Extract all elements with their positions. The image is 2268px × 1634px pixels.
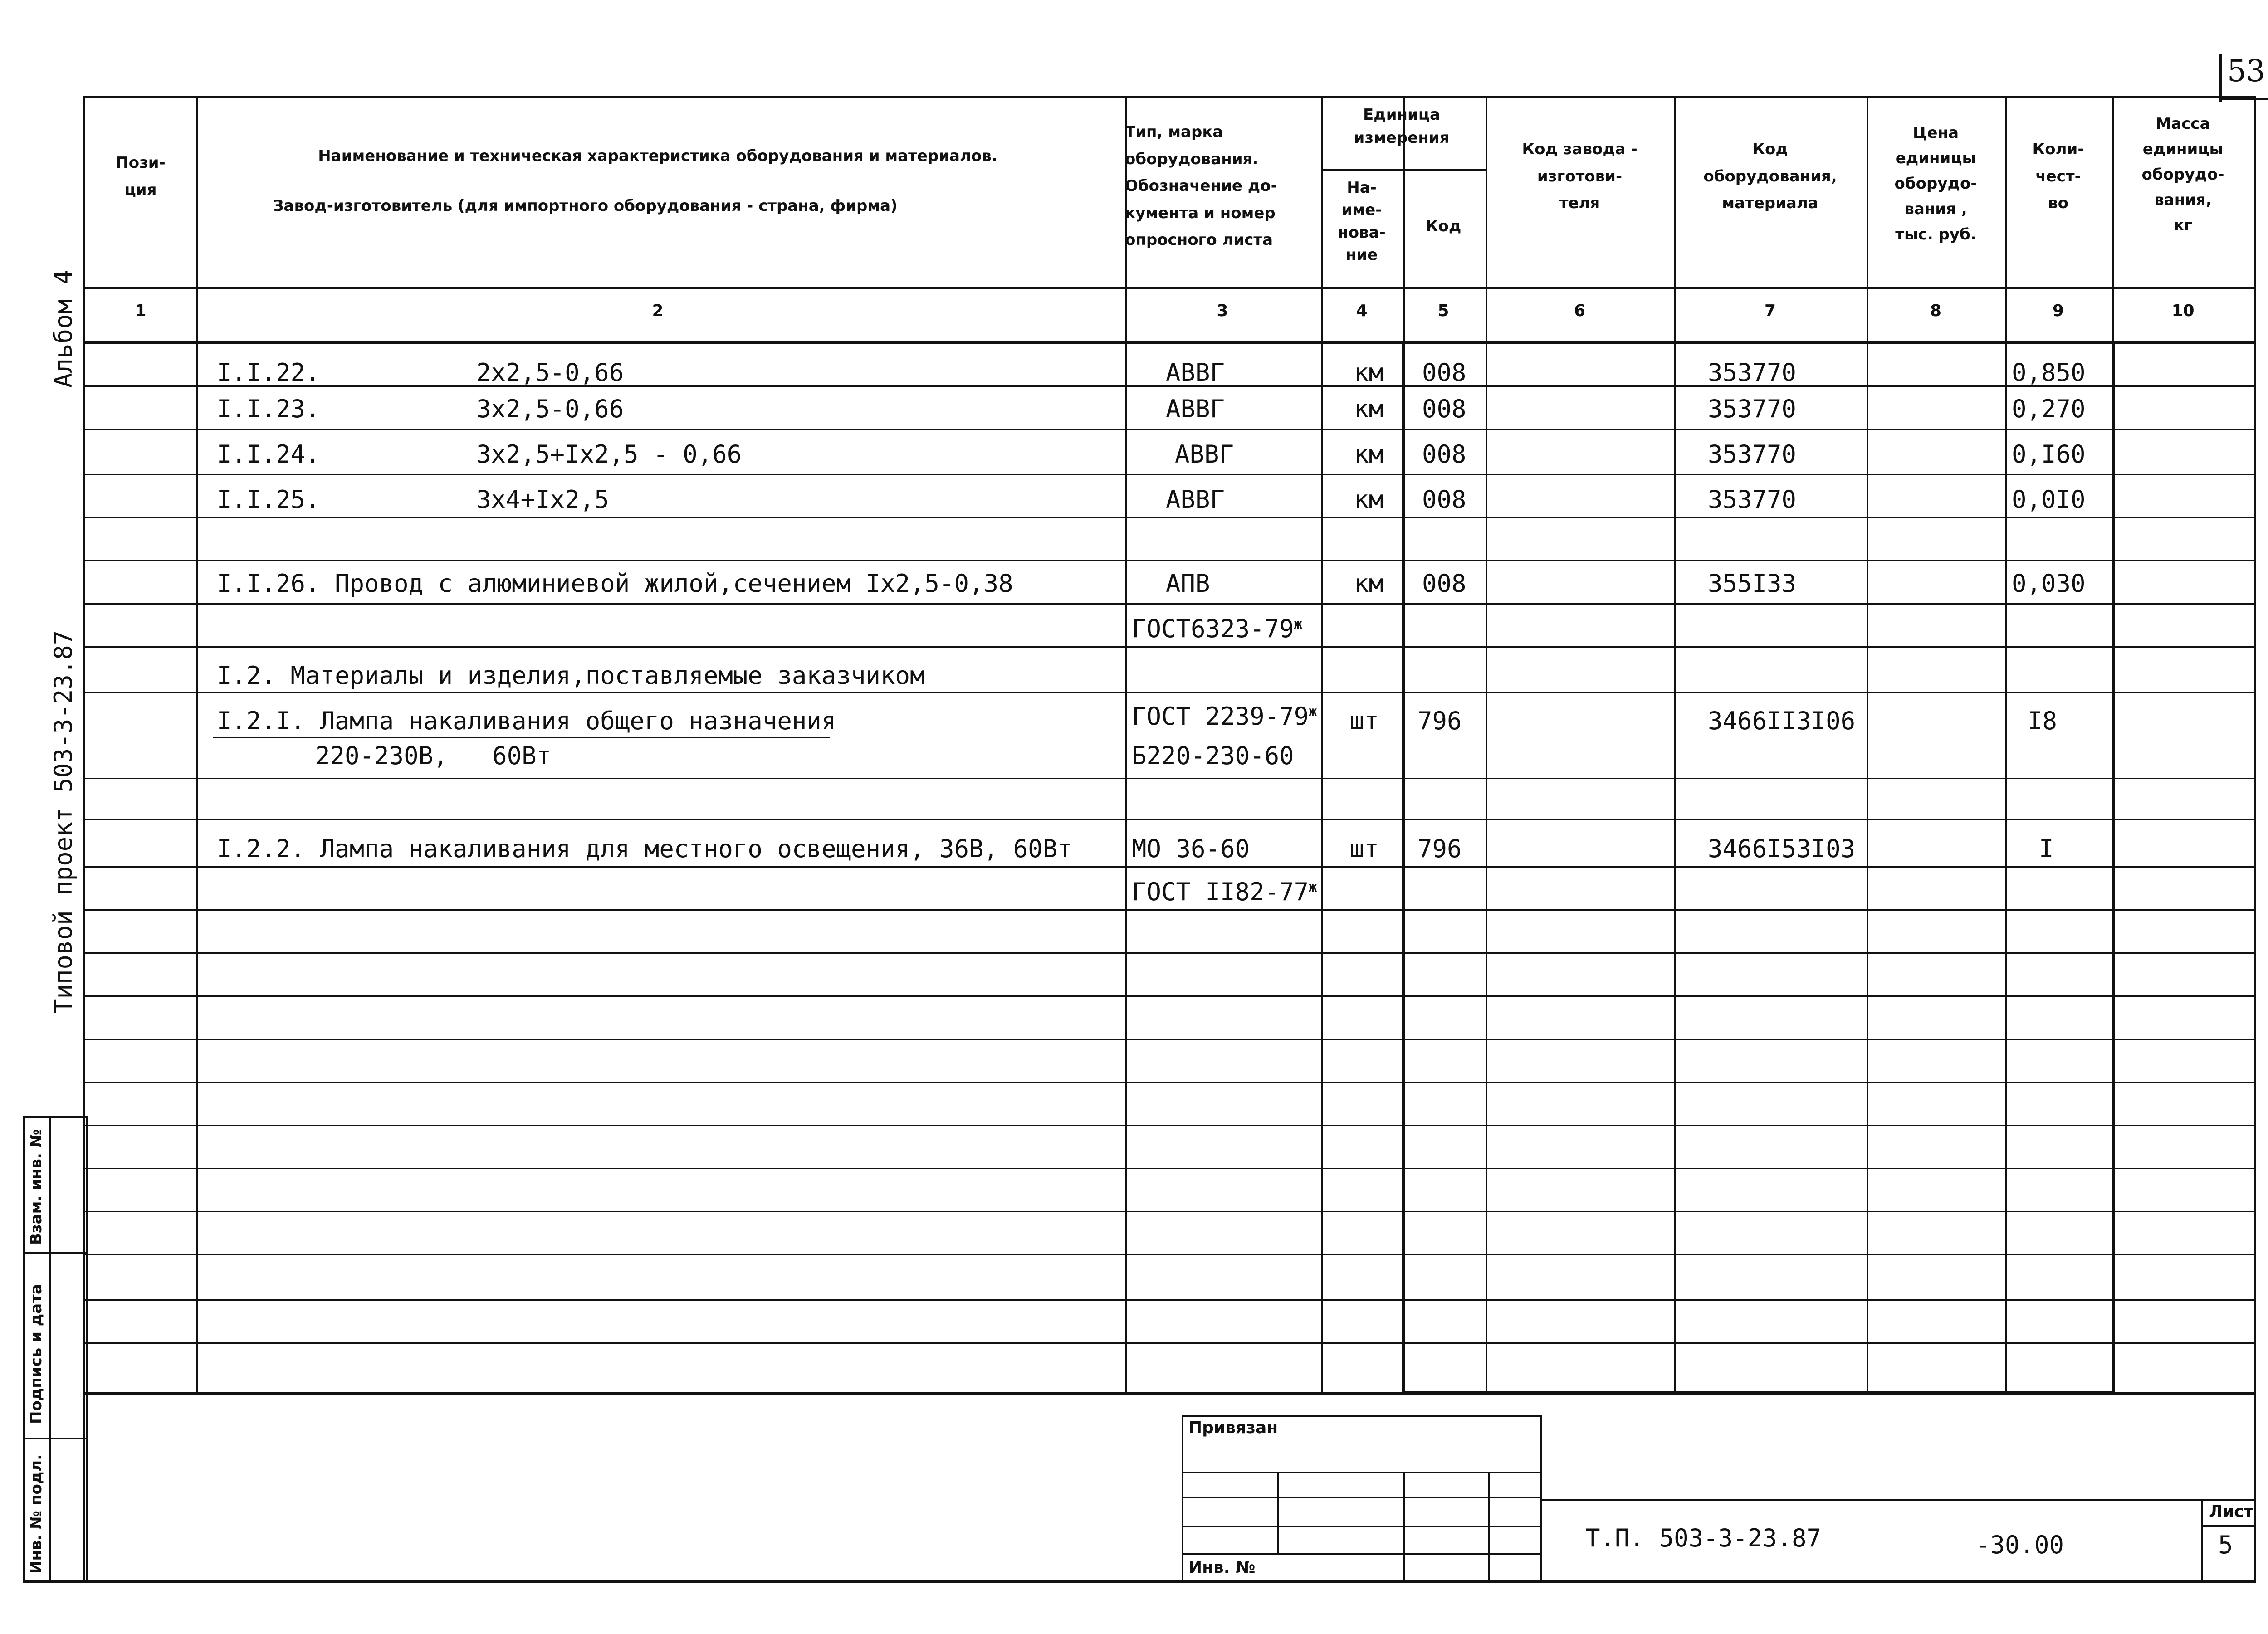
row-9-qty: I xyxy=(2039,834,2054,863)
stamp-label-vzam: Взам. инв. № xyxy=(27,1129,45,1245)
row-line-11 xyxy=(83,866,2255,868)
sheet-box-mid xyxy=(2201,1525,2255,1527)
sheet-number: 5 xyxy=(2218,1531,2233,1559)
side-label-album: Альбом 4 xyxy=(49,269,78,388)
col-number-7: 7 xyxy=(1764,302,1776,320)
row-9-name: I.2.2. Лампа накаливания для местного освещения, 36В, 60Вт xyxy=(217,834,1072,863)
row-1-unit-code: 008 xyxy=(1422,395,1466,423)
row-7-underline xyxy=(213,737,830,738)
row-line-16 xyxy=(83,1082,2255,1083)
privyazan-col-3 xyxy=(1488,1472,1490,1583)
col-separator-8 xyxy=(2005,96,2007,1392)
doc-code: Т.П. 503-3-23.87 xyxy=(1585,1524,1822,1552)
col-number-3: 3 xyxy=(1217,302,1228,320)
row-1-material-code: 353770 xyxy=(1708,395,1797,423)
header-col4: На- име- нова- ние xyxy=(1338,179,1386,264)
row-8-type: Б220-230-60 xyxy=(1132,741,1294,770)
sheet-box-left xyxy=(2201,1499,2203,1583)
row-line-22 xyxy=(83,1342,2255,1344)
row-0-type: АВВГ xyxy=(1166,358,1225,387)
row-8-name: 220-230В, 60Вт xyxy=(315,741,552,770)
col-number-bottom-line xyxy=(83,341,2255,344)
row-2-type: АВВГ xyxy=(1175,440,1234,468)
row-3-unit-code: 008 xyxy=(1422,485,1466,514)
col-separator-3 xyxy=(1321,96,1323,1392)
row-9-material-code: 3466I53I03 xyxy=(1708,834,1856,863)
title-block-top xyxy=(1542,1499,2255,1501)
header-col9: Коли- чест- во xyxy=(2032,140,2084,212)
col-number-4: 4 xyxy=(1356,302,1368,320)
unit-header-split xyxy=(1321,169,1486,171)
row-2-unit: км xyxy=(1354,440,1384,468)
header-col3: Тип, марка оборудования. Обозначение до- кумента и номер опросного листа xyxy=(1125,123,1277,249)
row-10-type-text: ГОСТ II82-77 xyxy=(1132,878,1309,906)
row-line-14 xyxy=(83,995,2255,997)
row-0-qty: 0,850 xyxy=(2012,358,2086,387)
frame-bottom-edge xyxy=(83,1580,2255,1583)
privyazan-col-2 xyxy=(1403,1472,1405,1583)
header-bottom-line xyxy=(83,287,2255,289)
row-7-unit-code: 796 xyxy=(1418,707,1462,735)
stamp-label-inv-podl: Инв. № подл. xyxy=(27,1454,45,1574)
col-number-5: 5 xyxy=(1437,302,1449,320)
side-label-project: Типовой проект 503-3-23.87 xyxy=(49,630,78,1014)
row-2-spec: 3х2,5+Iх2,5 - 0,66 xyxy=(476,440,742,468)
row-7-qty: I8 xyxy=(2028,707,2058,735)
row-line-8 xyxy=(83,692,2255,693)
row-line-13 xyxy=(83,952,2255,954)
header-col2-line2: Завод-изготовитель (для импортного оборудования - страна, фирма) xyxy=(273,197,898,215)
row-line-2 xyxy=(83,429,2255,430)
row-line-7 xyxy=(83,646,2255,648)
row-line-12 xyxy=(83,909,2255,911)
row-4-unit-code: 008 xyxy=(1422,569,1466,598)
row-3-unit: км xyxy=(1354,485,1384,514)
row-3-type: АВВГ xyxy=(1166,485,1225,514)
row-2-unit-code: 008 xyxy=(1422,440,1466,468)
col-separator-5 xyxy=(1486,96,1487,1392)
header-col45: Единица измерения xyxy=(1354,106,1450,147)
row-line-19 xyxy=(83,1211,2255,1212)
row-0-spec: 2х2,5-0,66 xyxy=(476,358,624,387)
bold-col-9-right xyxy=(2112,341,2115,1392)
col-number-1: 1 xyxy=(135,302,147,320)
row-2-qty: 0,I60 xyxy=(2012,440,2086,468)
row-5-type-mark: ж xyxy=(1294,616,1302,632)
row-9-unit-code: 796 xyxy=(1418,834,1462,863)
row-2-pos: I.I.24. xyxy=(217,440,320,468)
row-line-5 xyxy=(83,560,2255,561)
row-4-material-code: 355I33 xyxy=(1708,569,1797,598)
row-3-qty: 0,0I0 xyxy=(2012,485,2086,514)
row-line-10 xyxy=(83,819,2255,820)
page-number: 53 xyxy=(2227,54,2265,88)
bold-col-5-left xyxy=(1402,341,1405,1392)
header-col6: Код завода - изготови- теля xyxy=(1522,140,1637,212)
inv-no-label: Инв. № xyxy=(1188,1558,1256,1577)
privyazan-label: Привязан xyxy=(1188,1419,1278,1437)
row-4-qty: 0,030 xyxy=(2012,569,2086,598)
row-4-type: АПВ xyxy=(1166,569,1210,598)
row-4-pos: I.I.26. Провод с алюминиевой жилой,сечением Iх2,5-0,38 xyxy=(217,569,1013,598)
row-line-17 xyxy=(83,1125,2255,1126)
frame-right-edge xyxy=(2254,96,2256,1583)
header-col1: Пози- ция xyxy=(116,154,166,199)
row-0-unit: км xyxy=(1354,358,1384,387)
header-col5: Код xyxy=(1425,217,1461,235)
left-stamp-sep-2 xyxy=(23,1438,88,1439)
row-0-material-code: 353770 xyxy=(1708,358,1797,387)
row-line-4 xyxy=(83,517,2255,518)
col-separator-6 xyxy=(1674,96,1676,1392)
sheet-label: Лист xyxy=(2209,1502,2253,1521)
header-col2-line1: Наименование и техническая характеристика оборудования и материалов. xyxy=(318,147,997,165)
row-line-9 xyxy=(83,778,2255,779)
row-1-pos: I.I.23. xyxy=(217,395,320,423)
row-10-type-mark: ж xyxy=(1309,879,1317,895)
row-3-spec: 3х4+Iх2,5 xyxy=(476,485,609,514)
col-separator-1 xyxy=(196,96,198,1392)
header-col8: Цена единицы оборудо- вания , тыс. руб. xyxy=(1894,124,1977,244)
row-line-20 xyxy=(83,1254,2255,1255)
header-col7: Код оборудования, материала xyxy=(1703,140,1837,212)
row-7-name: I.2.I. Лампа накаливания общего назначения xyxy=(217,707,836,735)
col-separator-7 xyxy=(1867,96,1868,1392)
row-0-unit-code: 008 xyxy=(1422,358,1466,387)
col-number-8: 8 xyxy=(1930,302,1942,320)
row-line-21 xyxy=(83,1299,2255,1301)
row-line-15 xyxy=(83,1039,2255,1040)
col-number-9: 9 xyxy=(2052,302,2064,320)
row-2-material-code: 353770 xyxy=(1708,440,1797,468)
row-3-material-code: 353770 xyxy=(1708,485,1797,514)
bold-block-bottom xyxy=(1402,1391,2115,1395)
row-1-type: АВВГ xyxy=(1166,395,1225,423)
row-1-spec: 3х2,5-0,66 xyxy=(476,395,624,423)
left-stamp-sep-1 xyxy=(23,1252,88,1254)
row-1-qty: 0,270 xyxy=(2012,395,2086,423)
row-5-type xyxy=(1132,615,1302,643)
row-7-type-text: ГОСТ 2239-79 xyxy=(1132,702,1309,731)
row-line-18 xyxy=(83,1168,2255,1169)
doc-suffix: -30.00 xyxy=(1975,1531,2064,1559)
col-separator-2 xyxy=(1125,96,1127,1392)
row-7-type xyxy=(1132,702,1317,731)
col-number-2: 2 xyxy=(652,302,664,320)
row-7-unit: шт xyxy=(1349,707,1379,735)
page-number-bar xyxy=(2219,54,2222,102)
row-line-3 xyxy=(83,474,2255,475)
row-7-material-code: 3466II3I06 xyxy=(1708,707,1856,735)
row-1-unit: км xyxy=(1354,395,1384,423)
left-stamp-divider xyxy=(49,1116,51,1583)
row-line-6 xyxy=(83,603,2255,605)
col-number-6: 6 xyxy=(1574,302,1586,320)
row-9-type: МО 36-60 xyxy=(1132,834,1250,863)
privyazan-col-1 xyxy=(1277,1472,1279,1553)
row-0-pos: I.I.22. xyxy=(217,358,320,387)
row-7-type-mark: ж xyxy=(1309,704,1317,720)
col-number-10: 10 xyxy=(2171,302,2195,320)
row-4-unit: км xyxy=(1354,569,1384,598)
row-10-type xyxy=(1132,878,1317,906)
header-col10: Масса единицы оборудо- вания, кг xyxy=(2141,115,2224,235)
row-3-pos: I.I.25. xyxy=(217,485,320,514)
stamp-label-podpis: Подпись и дата xyxy=(27,1284,45,1424)
row-9-unit: шт xyxy=(1349,834,1379,863)
row-5-type-text: ГОСТ6323-79 xyxy=(1132,615,1294,643)
row-6-section: I.2. Материалы и изделия,поставляемые заказчиком xyxy=(217,661,925,690)
